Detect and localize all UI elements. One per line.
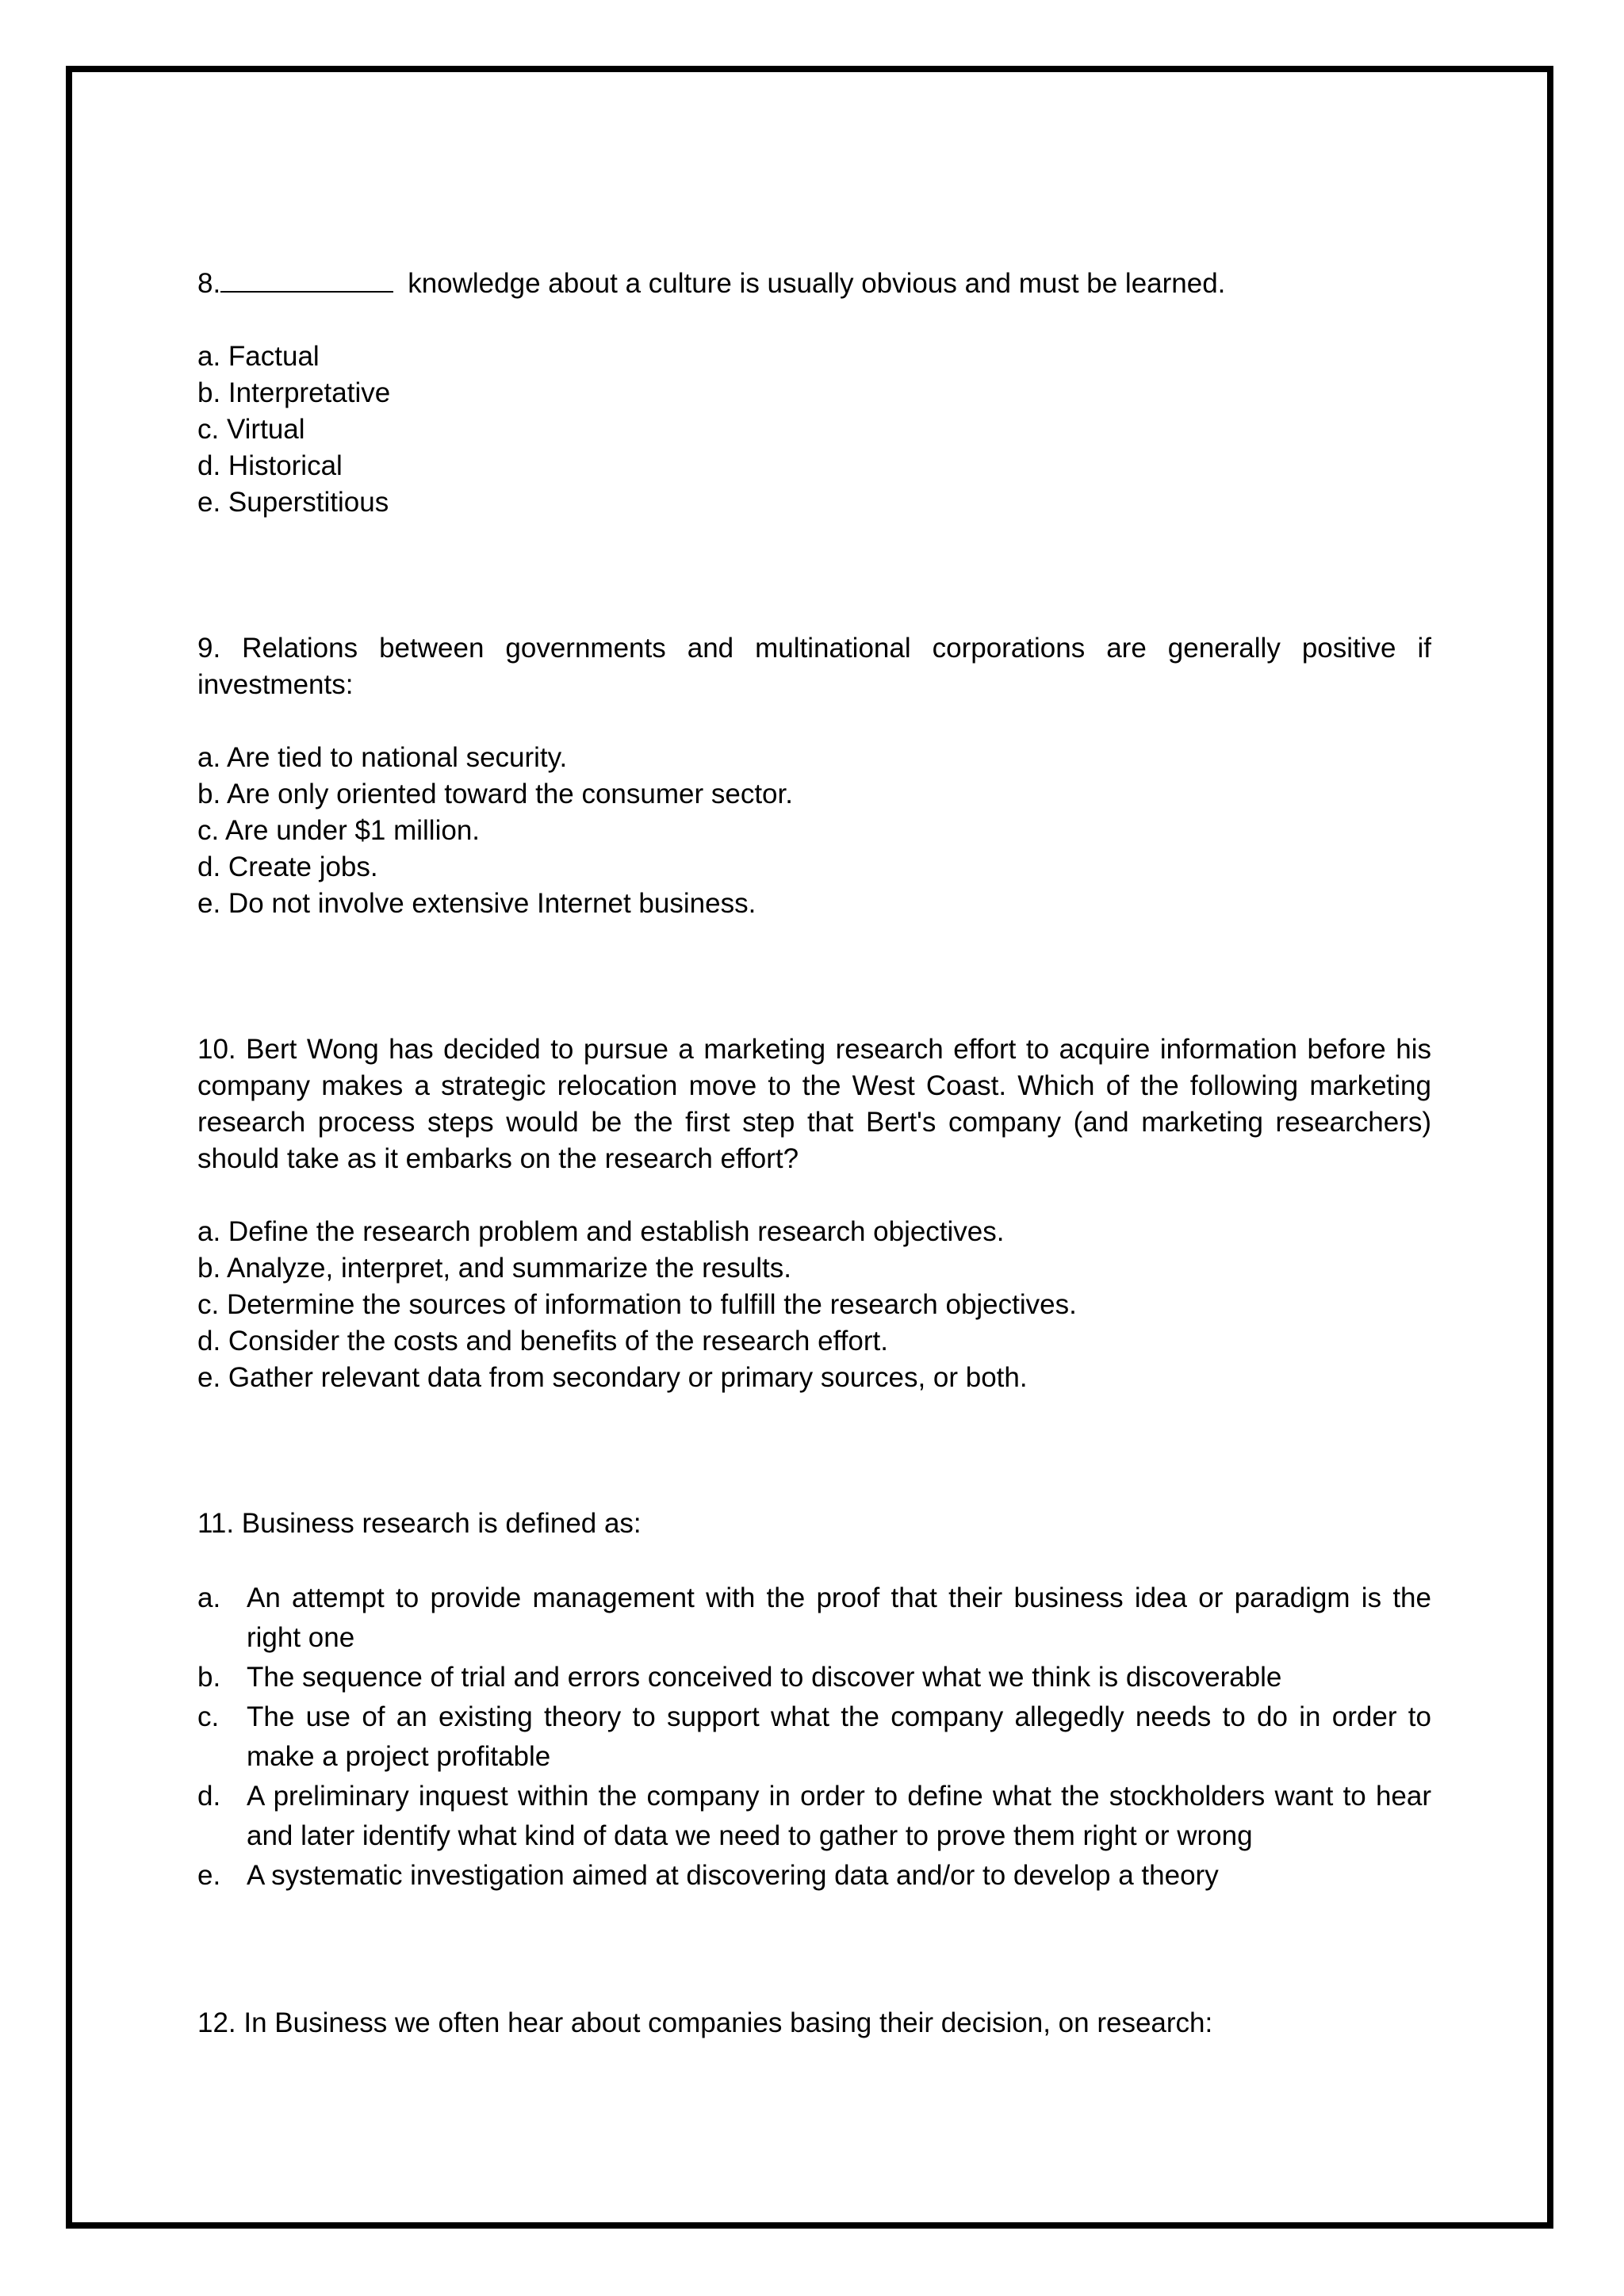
option-e: e. Do not involve extensive Internet business. [197, 888, 756, 919]
question-11-stem: 11. Business research is defined as: [197, 1508, 642, 1539]
option-e: e. Superstitious [197, 487, 389, 518]
question-8-text: knowledge about a culture is usually obvious and must be learned. [408, 268, 1226, 299]
option-e [197, 1856, 1431, 1896]
question-sheet [197, 266, 1431, 2042]
question-9-options [197, 740, 1431, 922]
option-d: d. Create jobs. [197, 851, 378, 882]
question-9-stem: 9. Relations between governments and multinational corporations are generally positive if investments: [197, 633, 1431, 700]
option-text: A preliminary inquest within the company in order to define what the stockholders want to hear and later identify what kind of data we need to gather to prove them right or wrong [247, 1781, 1431, 1851]
fill-in-blank [220, 269, 393, 293]
option-b: b. Analyze, interpret, and summarize the results. [197, 1253, 791, 1284]
option-letter: a. [197, 1582, 221, 1613]
question-8-number: 8. [197, 268, 221, 299]
question-10-stem: 10. Bert Wong has decided to pursue a marketing research effort to acquire information before his company makes a strategic relocation move to the West Coast. Which of the following marketing research process steps would be the first step that Bert's company (and marketing researchers) should take as it embarks on the research effort? [197, 1034, 1431, 1174]
option-b [197, 1658, 1431, 1697]
question-8 [197, 266, 1431, 521]
option-c: c. Are under $1 million. [197, 815, 481, 846]
option-letter: e. [197, 1860, 221, 1891]
option-d: d. Historical [197, 450, 343, 481]
option-d: d. Consider the costs and benefits of the research effort. [197, 1326, 888, 1357]
option-b: b. Are only oriented toward the consumer sector. [197, 779, 793, 809]
option-c: c. Determine the sources of information to fulfill the research objectives. [197, 1289, 1077, 1320]
option-text: A systematic investigation aimed at discovering data and/or to develop a theory [247, 1860, 1219, 1891]
option-c: c. Virtual [197, 414, 305, 445]
question-8-stem [197, 266, 1431, 302]
question-8-options [197, 339, 1431, 521]
option-text: The sequence of trial and errors conceived to discover what we think is discoverable [247, 1662, 1282, 1693]
option-d [197, 1777, 1431, 1856]
option-b: b. Interpretative [197, 377, 391, 408]
question-12-stem: 12. In Business we often hear about companies basing their decision, on research: [197, 2007, 1213, 2038]
question-10-options [197, 1214, 1431, 1396]
question-10 [197, 1031, 1431, 1396]
option-letter: c. [197, 1701, 220, 1732]
question-11 [197, 1506, 1431, 1896]
option-text: The use of an existing theory to support what the company allegedly needs to do in order to make a project profitable [247, 1701, 1431, 1772]
option-e: e. Gather relevant data from secondary or primary sources, or both. [197, 1362, 1028, 1393]
option-a [197, 1578, 1431, 1658]
option-a: a. Are tied to national security. [197, 742, 568, 773]
option-letter: b. [197, 1662, 221, 1693]
question-11-options [197, 1578, 1431, 1896]
option-c [197, 1697, 1431, 1777]
question-12 [197, 2005, 1431, 2042]
option-text: An attempt to provide management with the proof that their business idea or paradigm is the right one [247, 1582, 1431, 1653]
option-letter: d. [197, 1781, 221, 1812]
option-a: a. Define the research problem and establish research objectives. [197, 1216, 1005, 1247]
question-9 [197, 630, 1431, 922]
option-a: a. Factual [197, 341, 320, 372]
